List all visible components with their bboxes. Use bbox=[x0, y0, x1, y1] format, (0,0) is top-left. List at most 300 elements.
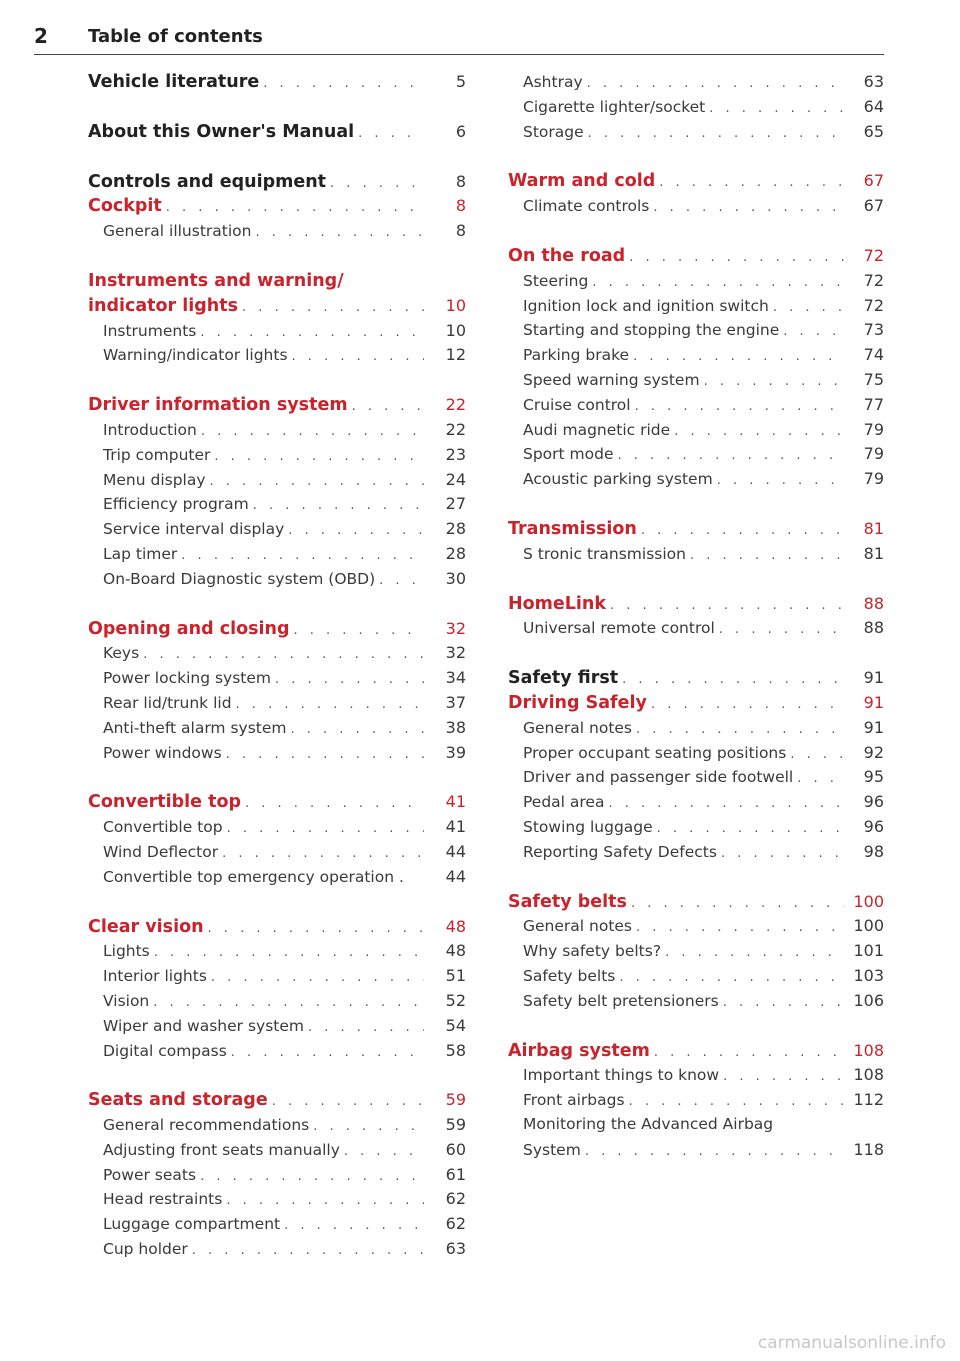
page-number-ref: 73 bbox=[863, 320, 884, 340]
toc-subentry[interactable] bbox=[88, 743, 466, 768]
entry-title: Trip computer bbox=[103, 445, 211, 464]
page-number-ref: 67 bbox=[863, 196, 884, 216]
page-number-ref: 59 bbox=[445, 1090, 466, 1110]
watermark: carmanualsonline.info bbox=[757, 1333, 946, 1353]
page-number-ref: 98 bbox=[863, 841, 884, 861]
toc-subentry[interactable] bbox=[508, 1090, 884, 1115]
section-gap bbox=[508, 146, 884, 171]
leader-dots bbox=[204, 921, 424, 936]
section-gap bbox=[508, 1016, 884, 1041]
entry-title: Convertible top emergency operation . bbox=[103, 867, 404, 886]
toc-subentry[interactable] bbox=[88, 941, 466, 966]
page-number-ref: 95 bbox=[863, 767, 884, 787]
toc-subentry[interactable] bbox=[508, 370, 884, 395]
leader-dots bbox=[661, 945, 844, 960]
section-title: Vehicle literature bbox=[88, 72, 260, 92]
page-number-ref: 60 bbox=[445, 1139, 466, 1159]
page-number-ref: 58 bbox=[445, 1040, 466, 1060]
page-header bbox=[34, 24, 884, 55]
entry-title: Cup holder bbox=[103, 1240, 188, 1259]
section-gap bbox=[88, 767, 466, 792]
entry-title: Instruments bbox=[103, 321, 197, 340]
toc-section-entry[interactable] bbox=[88, 72, 466, 97]
entry-title: Speed warning system bbox=[523, 370, 700, 389]
toc-section-entry[interactable] bbox=[88, 296, 466, 321]
page-number-ref: 37 bbox=[445, 692, 466, 712]
toc-subentry[interactable] bbox=[508, 1140, 884, 1165]
section-gap bbox=[508, 867, 884, 892]
page-number-ref: 81 bbox=[863, 518, 884, 538]
page-number-ref: 6 bbox=[455, 121, 466, 141]
toc-subentry[interactable] bbox=[88, 817, 466, 842]
toc-subentry[interactable] bbox=[508, 817, 884, 842]
page-number-ref: 34 bbox=[445, 668, 466, 688]
entry-title: Audi magnetic ride bbox=[523, 420, 671, 439]
leader-dots bbox=[625, 1094, 844, 1109]
page-number-ref: 108 bbox=[853, 1040, 884, 1060]
toc-section-entry[interactable] bbox=[88, 395, 466, 420]
toc-section-entry[interactable] bbox=[508, 693, 884, 718]
toc-section-entry[interactable] bbox=[508, 668, 884, 693]
toc-section-entry[interactable] bbox=[88, 196, 466, 221]
entry-title: Lights bbox=[103, 942, 150, 961]
toc-subentry[interactable] bbox=[508, 320, 884, 345]
section-title: Cockpit bbox=[88, 196, 162, 217]
toc-subentry[interactable] bbox=[88, 643, 466, 668]
section-gap bbox=[508, 221, 884, 246]
leader-dots bbox=[162, 200, 424, 215]
leader-dots bbox=[584, 126, 844, 141]
leader-dots bbox=[715, 622, 844, 637]
leader-dots bbox=[375, 573, 424, 588]
entry-title: Warning/indicator lights bbox=[103, 346, 288, 365]
entry-title: Front airbags bbox=[523, 1091, 625, 1110]
toc-section-entry[interactable] bbox=[88, 619, 466, 644]
toc-section-entry[interactable] bbox=[88, 122, 466, 147]
leader-dots bbox=[232, 697, 424, 712]
leader-dots bbox=[793, 771, 844, 786]
leader-dots bbox=[705, 101, 844, 116]
leader-dots bbox=[653, 821, 844, 836]
page-number-ref: 79 bbox=[863, 419, 884, 439]
entry-title: Cruise control bbox=[523, 395, 631, 414]
toc-subentry[interactable] bbox=[508, 271, 884, 296]
page-number: 2 bbox=[34, 24, 48, 48]
entry-title: On-Board Diagnostic system (OBD) bbox=[103, 569, 376, 588]
entry-title: Power locking system bbox=[103, 669, 272, 688]
leader-dots bbox=[779, 324, 844, 339]
page-number-ref: 22 bbox=[445, 419, 466, 439]
leader-dots bbox=[713, 473, 844, 488]
section-title: Seats and storage bbox=[88, 1090, 268, 1111]
leader-dots bbox=[588, 275, 844, 290]
toc-subentry[interactable] bbox=[88, 1239, 466, 1264]
toc-subentry[interactable] bbox=[508, 743, 884, 768]
entry-title: Stowing luggage bbox=[523, 817, 653, 836]
section-title: HomeLink bbox=[508, 593, 607, 614]
entry-title: General illustration bbox=[103, 222, 252, 241]
entry-title: Ignition lock and ignition switch bbox=[523, 296, 769, 315]
toc-subentry[interactable] bbox=[88, 668, 466, 693]
page-number-ref: 32 bbox=[445, 643, 466, 663]
toc-section-entry[interactable] bbox=[88, 271, 466, 296]
toc-subentry[interactable] bbox=[508, 842, 884, 867]
leader-dots bbox=[632, 722, 844, 737]
leader-dots bbox=[647, 697, 844, 712]
leader-dots bbox=[268, 1094, 424, 1109]
leader-dots bbox=[249, 498, 424, 513]
page-number-ref: 103 bbox=[853, 965, 884, 985]
toc-subentry[interactable] bbox=[508, 469, 884, 494]
page-number-ref: 32 bbox=[445, 618, 466, 638]
page-number-ref: 44 bbox=[445, 866, 466, 886]
toc-subentry[interactable] bbox=[88, 1041, 466, 1066]
section-title: On the road bbox=[508, 245, 626, 266]
leader-dots bbox=[304, 1020, 424, 1035]
section-gap bbox=[88, 246, 466, 271]
entry-title: System bbox=[523, 1140, 581, 1159]
toc-subentry[interactable] bbox=[508, 941, 884, 966]
toc-subentry[interactable] bbox=[88, 221, 466, 246]
toc-subentry[interactable] bbox=[508, 1115, 884, 1140]
entry-title: Steering bbox=[523, 271, 589, 290]
toc-section-entry[interactable] bbox=[508, 1041, 884, 1066]
entry-title: Storage bbox=[523, 122, 584, 141]
toc-subentry[interactable] bbox=[88, 445, 466, 470]
page-number-ref: 8 bbox=[455, 221, 466, 241]
toc-subentry[interactable] bbox=[508, 72, 884, 97]
toc-section-entry[interactable] bbox=[88, 792, 466, 817]
page-number-ref: 30 bbox=[445, 568, 466, 588]
entry-title: Interior lights bbox=[103, 967, 207, 986]
leader-dots bbox=[284, 523, 424, 538]
toc-subentry[interactable] bbox=[508, 420, 884, 445]
leader-dots bbox=[149, 995, 424, 1010]
page-number-ref: 91 bbox=[863, 717, 884, 737]
toc-subentry[interactable] bbox=[508, 122, 884, 147]
leader-dots bbox=[581, 1144, 844, 1159]
entry-title: Keys bbox=[103, 644, 140, 663]
section-gap bbox=[88, 147, 466, 172]
page-number-ref: 108 bbox=[853, 1065, 884, 1085]
page-number-ref: 22 bbox=[445, 395, 466, 415]
entry-title: Menu display bbox=[103, 470, 206, 489]
entry-title: Safety belts bbox=[523, 966, 616, 985]
leader-dots bbox=[615, 970, 844, 985]
toc-subentry[interactable] bbox=[508, 196, 884, 221]
leader-dots bbox=[222, 747, 424, 762]
toc-subentry[interactable] bbox=[88, 420, 466, 445]
page-number-ref: 24 bbox=[445, 469, 466, 489]
section-title: About this Owner's Manual bbox=[88, 121, 355, 142]
toc-section-entry[interactable] bbox=[508, 519, 884, 544]
toc-subentry[interactable] bbox=[88, 569, 466, 594]
section-title: Driving Safely bbox=[508, 692, 647, 713]
page-number-ref: 10 bbox=[445, 320, 466, 340]
page-number-ref: 62 bbox=[445, 1214, 466, 1234]
leader-dots bbox=[650, 1045, 844, 1060]
toc-subentry[interactable] bbox=[88, 1016, 466, 1041]
entry-title: Climate controls bbox=[523, 197, 650, 216]
toc-subentry[interactable] bbox=[508, 916, 884, 941]
entry-title: Introduction bbox=[103, 420, 197, 439]
entry-title: General notes bbox=[523, 917, 633, 936]
toc-section-entry[interactable] bbox=[508, 594, 884, 619]
leader-dots bbox=[719, 1069, 844, 1084]
page-number-ref: 75 bbox=[863, 369, 884, 389]
entry-title: Digital compass bbox=[103, 1041, 227, 1060]
toc-section-entry[interactable] bbox=[88, 172, 466, 197]
entry-title: Convertible top bbox=[103, 818, 223, 837]
toc-subentry[interactable] bbox=[508, 718, 884, 743]
page-title: Table of contents bbox=[88, 26, 263, 47]
entry-title: Sport mode bbox=[523, 445, 614, 464]
section-title: Safety belts bbox=[508, 891, 627, 912]
toc-section-entry[interactable] bbox=[508, 892, 884, 917]
toc-subentry[interactable] bbox=[508, 296, 884, 321]
toc-subentry[interactable] bbox=[88, 693, 466, 718]
leader-dots bbox=[632, 920, 844, 935]
toc-section-entry[interactable] bbox=[508, 171, 884, 196]
entry-title: General notes bbox=[523, 718, 633, 737]
entry-title: Reporting Safety Defects bbox=[523, 842, 717, 861]
leader-dots bbox=[150, 945, 424, 960]
toc-subentry[interactable] bbox=[508, 618, 884, 643]
entry-title: Ashtray bbox=[523, 73, 583, 91]
toc-left-column bbox=[88, 72, 466, 1264]
page-number-ref: 91 bbox=[863, 668, 884, 688]
section-gap bbox=[508, 494, 884, 519]
toc-subentry[interactable] bbox=[88, 321, 466, 346]
toc-subentry[interactable] bbox=[508, 97, 884, 122]
leader-dots bbox=[271, 672, 424, 687]
entry-title: Luggage compartment bbox=[103, 1215, 281, 1234]
section-gap bbox=[88, 97, 466, 122]
page-number-ref: 59 bbox=[445, 1115, 466, 1135]
toc-subentry[interactable] bbox=[88, 1140, 466, 1165]
entry-title: Pedal area bbox=[523, 793, 605, 812]
page-number-ref: 88 bbox=[863, 618, 884, 638]
entry-title: Rear lid/trunk lid bbox=[103, 693, 232, 712]
leader-dots bbox=[196, 1169, 424, 1184]
toc-subentry[interactable] bbox=[88, 345, 466, 370]
page-number-ref: 51 bbox=[445, 966, 466, 986]
leader-dots bbox=[287, 722, 425, 737]
page-number-ref: 81 bbox=[863, 543, 884, 563]
page-number-ref: 12 bbox=[445, 345, 466, 365]
leader-dots bbox=[207, 970, 424, 985]
page-number-ref: 54 bbox=[445, 1015, 466, 1035]
section-title: Clear vision bbox=[88, 916, 204, 937]
toc-subentry[interactable] bbox=[508, 792, 884, 817]
leader-dots bbox=[139, 647, 424, 662]
toc-subentry[interactable] bbox=[508, 544, 884, 569]
page-number-ref: 61 bbox=[445, 1164, 466, 1184]
page-number-ref: 88 bbox=[863, 593, 884, 613]
leader-dots bbox=[227, 1045, 424, 1060]
entry-title: Cigarette lighter/socket bbox=[523, 97, 706, 116]
toc-subentry[interactable] bbox=[88, 1115, 466, 1140]
page-number-ref: 92 bbox=[863, 742, 884, 762]
section-title: Convertible top bbox=[88, 792, 241, 813]
entry-title: Wiper and washer system bbox=[103, 1016, 305, 1035]
leader-dots bbox=[649, 200, 844, 215]
section-title: Safety first bbox=[508, 668, 619, 689]
page-number-ref: 63 bbox=[445, 1239, 466, 1259]
entry-title: Driver and passenger side footwell bbox=[523, 768, 794, 787]
section-title: Opening and closing bbox=[88, 618, 290, 639]
page-number-ref: 118 bbox=[853, 1139, 884, 1159]
entry-title: Monitoring the Advanced Airbag bbox=[523, 1114, 774, 1133]
page-number-ref: 44 bbox=[445, 841, 466, 861]
entry-title: Wind Deflector bbox=[103, 842, 219, 861]
page-number-ref: 101 bbox=[853, 941, 884, 961]
leader-dots bbox=[348, 399, 424, 414]
toc-section-entry[interactable] bbox=[88, 917, 466, 942]
page-number-ref: 8 bbox=[455, 196, 466, 216]
entry-title: Adjusting front seats manually bbox=[103, 1140, 340, 1159]
leader-dots bbox=[637, 523, 844, 538]
leader-dots bbox=[177, 548, 424, 563]
leader-dots bbox=[618, 672, 844, 687]
toc-subentry[interactable] bbox=[508, 444, 884, 469]
leader-dots bbox=[326, 176, 424, 191]
leader-dots bbox=[719, 995, 844, 1010]
toc-subentry[interactable] bbox=[88, 470, 466, 495]
leader-dots bbox=[206, 474, 424, 489]
page-number-ref: 79 bbox=[863, 469, 884, 489]
leader-dots bbox=[606, 598, 844, 613]
toc-section-entry[interactable] bbox=[508, 246, 884, 271]
leader-dots bbox=[769, 300, 844, 315]
entry-title: Power windows bbox=[103, 743, 222, 762]
toc-subentry[interactable] bbox=[508, 767, 884, 792]
toc-subentry[interactable] bbox=[88, 966, 466, 991]
leader-dots bbox=[259, 76, 424, 91]
page-number-ref: 52 bbox=[445, 990, 466, 1010]
leader-dots bbox=[629, 349, 844, 364]
entry-title: Parking brake bbox=[523, 346, 630, 365]
page-number-ref: 62 bbox=[445, 1189, 466, 1209]
page-number-ref: 65 bbox=[863, 121, 884, 141]
leader-dots bbox=[354, 126, 424, 141]
toc-subentry[interactable] bbox=[508, 966, 884, 991]
toc-subentry[interactable] bbox=[508, 991, 884, 1016]
leader-dots bbox=[210, 449, 424, 464]
toc-subentry[interactable] bbox=[88, 1189, 466, 1214]
entry-title: Proper occupant seating positions bbox=[523, 743, 787, 762]
leader-dots bbox=[786, 747, 844, 762]
entry-title: Why safety belts? bbox=[523, 942, 662, 961]
page-number-ref: 79 bbox=[863, 444, 884, 464]
entry-title: Universal remote control bbox=[523, 619, 715, 638]
section-title: Driver information system bbox=[88, 395, 348, 416]
page-number-ref: 72 bbox=[863, 295, 884, 315]
toc-subentry[interactable] bbox=[88, 867, 466, 892]
leader-dots bbox=[309, 1119, 424, 1134]
leader-dots bbox=[340, 1144, 424, 1159]
page-number-ref: 38 bbox=[445, 717, 466, 737]
page-number-ref: 63 bbox=[863, 72, 884, 91]
toc-subentry[interactable] bbox=[88, 544, 466, 569]
page-number-ref: 67 bbox=[863, 171, 884, 191]
leader-dots bbox=[625, 250, 844, 265]
page-number-ref: 10 bbox=[445, 295, 466, 315]
entry-title: General recommendations bbox=[103, 1116, 310, 1135]
section-title: indicator lights bbox=[88, 295, 239, 316]
leader-dots bbox=[290, 623, 425, 638]
entry-title: Vision bbox=[103, 991, 150, 1010]
entry-title: Head restraints bbox=[103, 1190, 223, 1209]
toc-subentry[interactable] bbox=[508, 395, 884, 420]
leader-dots bbox=[241, 796, 424, 811]
leader-dots bbox=[583, 76, 844, 91]
page-number-ref: 48 bbox=[445, 916, 466, 936]
section-title: Transmission bbox=[508, 518, 637, 539]
leader-dots bbox=[614, 448, 845, 463]
entry-title: Power seats bbox=[103, 1165, 197, 1184]
toc-subentry[interactable] bbox=[508, 1065, 884, 1090]
page-number-ref: 41 bbox=[445, 792, 466, 812]
toc-subentry[interactable] bbox=[508, 345, 884, 370]
entry-title: Important things to know bbox=[523, 1066, 720, 1085]
section-gap bbox=[88, 370, 466, 395]
page-number-ref: 28 bbox=[445, 543, 466, 563]
toc-subentry[interactable] bbox=[88, 519, 466, 544]
section-gap bbox=[88, 594, 466, 619]
page-number-ref: 48 bbox=[445, 941, 466, 961]
page-number-ref: 39 bbox=[445, 742, 466, 762]
entry-title: Service interval display bbox=[103, 520, 285, 539]
leader-dots bbox=[222, 1193, 424, 1208]
toc-subentry[interactable] bbox=[88, 718, 466, 743]
leader-dots bbox=[655, 175, 844, 190]
entry-title: Lap timer bbox=[103, 544, 178, 563]
page-number-ref: 8 bbox=[455, 171, 466, 191]
toc-section-entry[interactable] bbox=[88, 1090, 466, 1115]
leader-dots bbox=[670, 424, 844, 439]
page-number-ref: 41 bbox=[445, 817, 466, 837]
entry-title: Efficiency program bbox=[103, 495, 249, 514]
section-gap bbox=[88, 1065, 466, 1090]
page-number-ref: 100 bbox=[853, 916, 884, 936]
leader-dots bbox=[280, 1218, 424, 1233]
toc-subentry[interactable] bbox=[88, 1214, 466, 1239]
leader-dots bbox=[223, 821, 424, 836]
section-title: Instruments and warning/ bbox=[88, 270, 344, 291]
toc-subentry[interactable] bbox=[88, 1165, 466, 1190]
leader-dots bbox=[251, 225, 424, 240]
page-number-ref: 106 bbox=[853, 990, 884, 1010]
page-number-ref: 77 bbox=[863, 394, 884, 414]
entry-title: Safety belt pretensioners bbox=[523, 991, 719, 1010]
toc-right-column bbox=[508, 72, 884, 1164]
leader-dots bbox=[604, 796, 844, 811]
page-number-ref: 96 bbox=[863, 792, 884, 812]
page-number-ref: 74 bbox=[863, 345, 884, 365]
leader-dots bbox=[717, 846, 844, 861]
toc-subentry[interactable] bbox=[88, 494, 466, 519]
leader-dots bbox=[686, 548, 844, 563]
toc-subentry[interactable] bbox=[88, 842, 466, 867]
page-number-ref: 72 bbox=[863, 270, 884, 290]
leader-dots bbox=[196, 325, 424, 340]
page-number-ref: 91 bbox=[863, 692, 884, 712]
section-gap bbox=[508, 569, 884, 594]
toc-subentry[interactable] bbox=[88, 991, 466, 1016]
leader-dots bbox=[238, 300, 424, 315]
page-number-ref: 100 bbox=[853, 891, 884, 911]
